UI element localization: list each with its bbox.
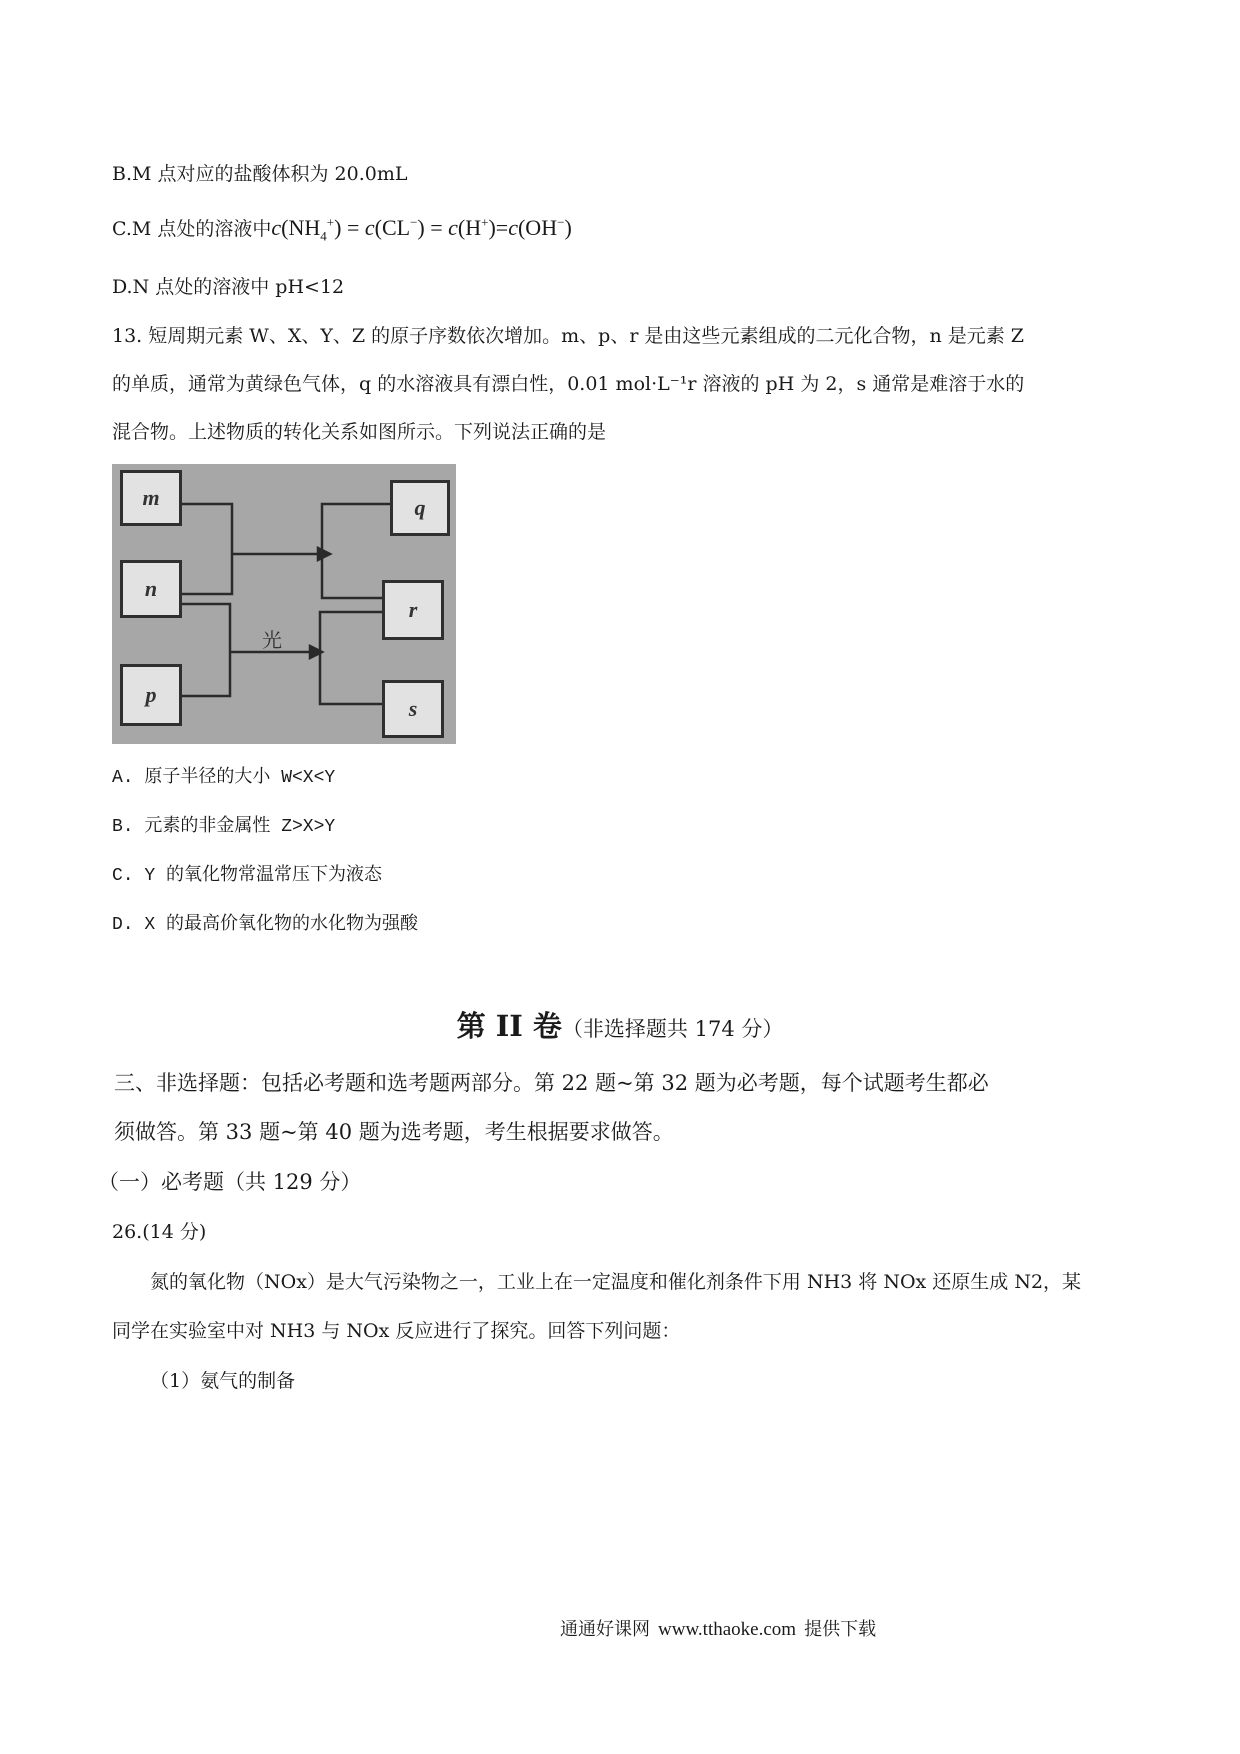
q26-header: 26.(14 分) [112, 1221, 207, 1243]
q13-option-c: C. Y 的氧化物常温常压下为液态 [112, 866, 383, 886]
diagram-box-q: q [390, 480, 450, 536]
q13-option-b: B. 元素的非金属性 Z>X>Y [112, 817, 336, 837]
required-section-header: （一）必考题（共 129 分） [98, 1170, 362, 1194]
option-12b: B.M 点对应的盐酸体积为 20.0mL [112, 163, 408, 185]
diagram-box-n: n [120, 560, 182, 618]
diagram-box-s: s [382, 680, 444, 738]
option-12c-formula: $c(NH_4^+) = c(CL^-) = c(H^+)=c(OH^-)$ [271, 214, 572, 244]
q13-text-line-3: 混合物。上述物质的转化关系如图所示。下列说法正确的是 [112, 421, 607, 443]
diagram-box-p: p [120, 664, 182, 726]
part3-line-1: 三、非选择题：包括必考题和选考题两部分。第 22 题~第 32 题为必考题，每个试题考生都必 [114, 1071, 989, 1095]
q26-text-line-1: 氮的氧化物（NOx）是大气污染物之一，工业上在一定温度和催化剂条件下用 NH3 将 NOx 还原生成 N2，某 [150, 1271, 1082, 1293]
footer-site-name: 通通好课网 [560, 1619, 650, 1640]
q13-text-line-1: 13. 短周期元素 W、X、Y、Z 的原子序数依次增加。m、p、r 是由这些元素组成的二元化合物，n 是元素 Z [112, 325, 1024, 347]
section-heading [0, 1004, 1240, 1045]
option-12d: D.N 点处的溶液中 pH<12 [112, 276, 345, 298]
reaction-diagram [112, 464, 456, 744]
page-footer [560, 1615, 876, 1641]
footer-url: www.tthaoke.com [658, 1619, 797, 1640]
part3-line-2: 须做答。第 33 题~第 40 题为选考题，考生根据要求做答。 [114, 1120, 674, 1144]
q26-text-line-2: 同学在实验室中对 NH3 与 NOx 反应进行了探究。回答下列问题： [112, 1320, 681, 1342]
diagram-box-r: r [382, 580, 444, 640]
section-subtitle: （非选择题共 174 分） [561, 1017, 784, 1041]
q13-text-line-2: 的单质，通常为黄绿色气体，q 的水溶液具有漂白性，0.01 mol·L⁻¹r 溶液的 pH 为 2，s 通常是难溶于水的 [112, 373, 1025, 395]
diagram-box-m: m [120, 470, 182, 526]
diagram-arrow-label: 光 [262, 628, 282, 652]
section-title: 第 II 卷 [456, 1009, 562, 1043]
footer-download-text: 提供下载 [804, 1619, 877, 1640]
q13-option-a: A. 原子半径的大小 W<X<Y [112, 768, 336, 788]
option-12c-prefix: C.M 点处的溶液中 [112, 218, 272, 240]
q13-option-d: D. X 的最高价氧化物的水化物为强酸 [112, 915, 419, 935]
option-12c [112, 214, 572, 243]
q26-subquestion-1: （1）氨气的制备 [150, 1370, 296, 1392]
